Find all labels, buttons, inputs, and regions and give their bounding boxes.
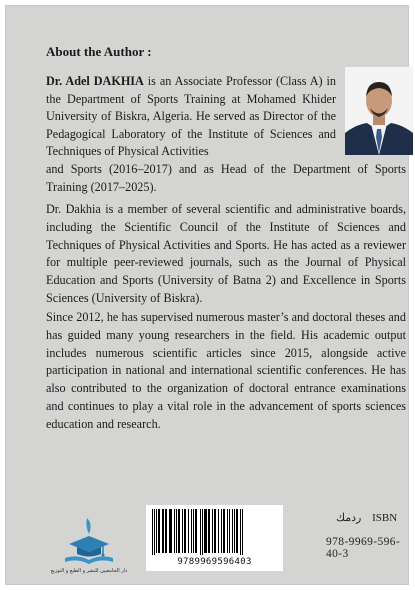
- isbn-label-latin: ISBN: [372, 512, 398, 524]
- barcode-bars: [146, 505, 283, 557]
- back-cover: [5, 5, 409, 585]
- author-bio-paragraph-3: Since 2012, he has supervised numerous master’s and doctoral theses and has guided many young researchers in the field. His academic output includes numerous scientific articles since 2015, alongside active participation in national and international scientific conferences. He has also contributed to the organization of doctoral entrance examinations and continues to play a vital role in the advancement of sports sciences education and research.: [46, 310, 406, 431]
- about-author-heading: About the Author :: [46, 44, 152, 59]
- isbn-barcode: [146, 505, 283, 571]
- author-bio-intro-text: is an Associate Professor (Class A) in the Department of Sports Training at Mohamed Khider University of Biskra, Algeria. He served as Director of the Pedagogical Laboratory of the Institute of Sciences and Techniques of Physical Activities: [46, 74, 336, 159]
- author-bio-intro-tail: and Sports (2016–2017) and as Head of the Department of Sports Training (2017–2025).: [46, 162, 406, 194]
- isbn-label-arabic: ردمك: [336, 512, 362, 524]
- isbn-label: [336, 511, 397, 524]
- author-bio-paragraph-2: Dr. Dakhia is a member of several scientific and administrative boards, including the Scientific Council of the Institute of Sciences and Techniques of Physical Activities and Sports. He has acted as a reviewer for multiple peer-reviewed journals, such as the Journal of Physical Education and Sports (University of Batna 2) and Excellence in Sports Sciences (University of Biskra).: [46, 202, 406, 305]
- author-bio-intro: [46, 73, 336, 161]
- author-photo: [345, 67, 413, 155]
- barcode-number: 9789969596403: [177, 557, 252, 567]
- author-name: Dr. Adel DAKHIA: [46, 74, 144, 88]
- publisher-logo: [50, 514, 128, 580]
- publisher-logo-text: دار الجامعيين للنشر و الطبع و التوزيع: [50, 568, 128, 574]
- isbn-number: 978-9969-596-40-3: [326, 536, 401, 560]
